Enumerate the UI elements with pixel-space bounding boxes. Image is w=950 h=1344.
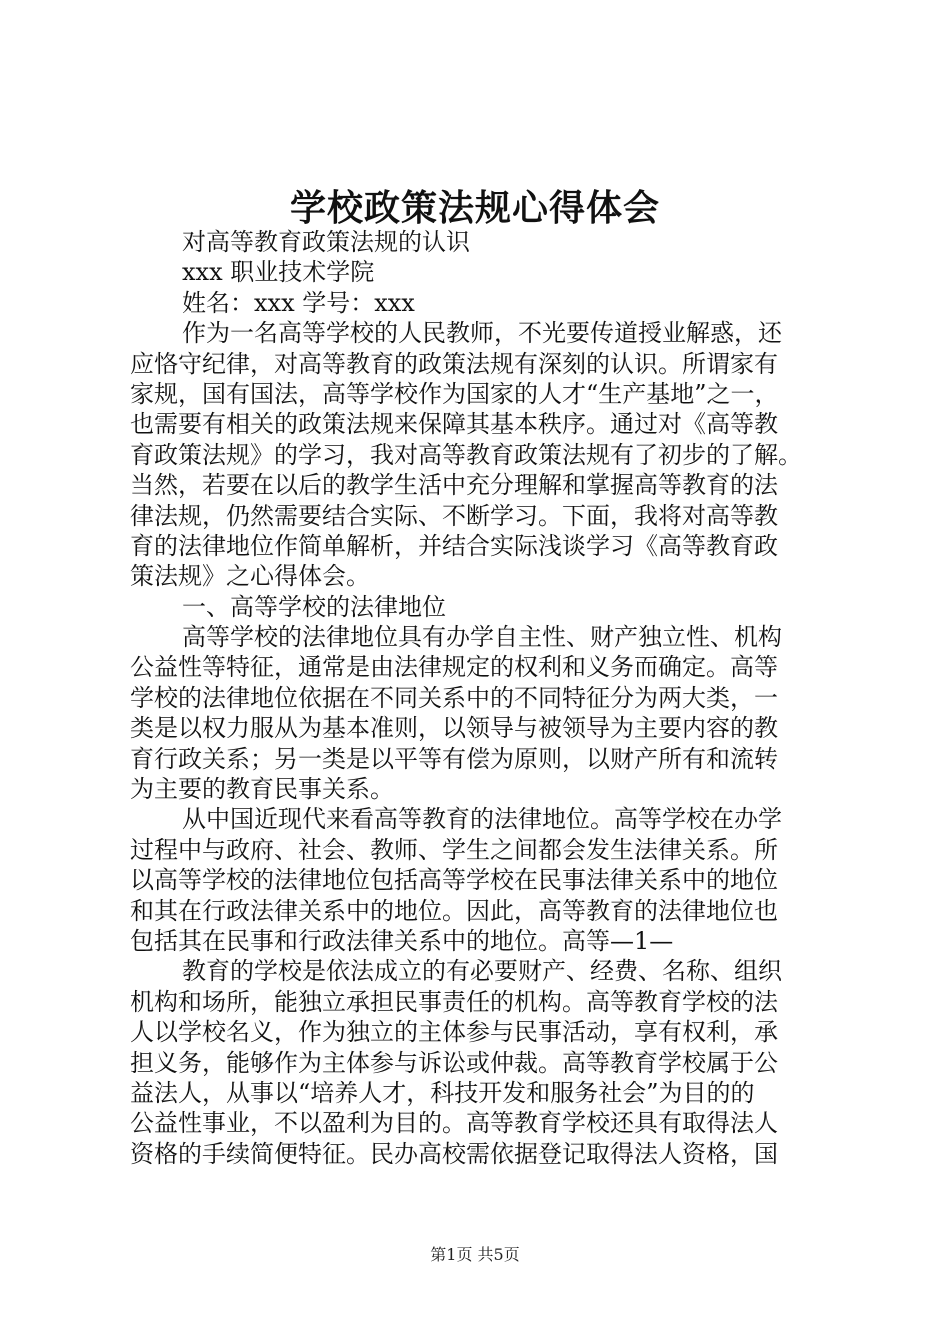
text-line: 对高等教育政策法规的认识 xyxy=(182,228,470,256)
text-line: 姓名：xxx 学号：xxx xyxy=(182,288,415,317)
text-line: 律法规，仍然需要结合实际、不断学习。下面，我将对高等教 xyxy=(130,501,778,530)
text-line: 育的法律地位作简单解析，并结合实际浅谈学习《高等教育政 xyxy=(130,531,778,560)
text-line: 育政策法规》的学习，我对高等教育政策法规有了初步的了解。 xyxy=(130,440,802,469)
text-line: 当然，若要在以后的教学生活中充分理解和掌握高等教育的法 xyxy=(130,471,778,500)
text-line: 公益性等特征，通常是由法律规定的权利和义务而确定。高等 xyxy=(130,653,778,682)
text-line: 为主要的教育民事关系。 xyxy=(130,775,394,804)
text-line: 育行政关系；另一类是以平等有偿为原则，以财产所有和流转 xyxy=(130,744,778,773)
text-line: 高等学校的法律地位具有办学自主性、财产独立性、机构 xyxy=(182,623,782,652)
text-line: 以高等学校的法律地位包括高等学校在民事法律关系中的地位 xyxy=(130,866,778,895)
text-line: 策法规》之心得体会。 xyxy=(130,562,370,591)
text-line: 公益性事业，不以盈利为目的。高等教育学校还具有取得法人 xyxy=(130,1109,778,1138)
page-footer: 第1页 共5页 xyxy=(430,1245,520,1264)
text-line: 机构和场所，能独立承担民事责任的机构。高等教育学校的法 xyxy=(130,987,778,1016)
text-line: 学校的法律地位依据在不同关系中的不同特征分为两大类，一 xyxy=(130,683,778,712)
text-line: 人以学校名义，作为独立的主体参与民事活动，享有权利，承 xyxy=(130,1018,778,1047)
text-line: 家规，国有国法，高等学校作为国家的人才“生产基地”之一， xyxy=(130,379,779,408)
text-line: 作为一名高等学校的人民教师，不光要传道授业解惑，还 xyxy=(182,319,782,348)
text-line: 和其在行政法律关系中的地位。因此，高等教育的法律地位也 xyxy=(130,896,778,925)
text-line: 类是以权力服从为基本准则，以领导与被领导为主要内容的教 xyxy=(130,714,778,743)
text-line: 一、高等学校的法律地位 xyxy=(182,592,446,621)
text-line: 从中国近现代来看高等教育的法律地位。高等学校在办学 xyxy=(182,805,782,834)
text-line: 也需要有相关的政策法规来保障其基本秩序。通过对《高等教 xyxy=(130,410,778,439)
text-line: xxx 职业技术学院 xyxy=(182,258,375,287)
text-line: 益法人，从事以“培养人才，科技开发和服务社会”为目的的 xyxy=(130,1078,755,1107)
text-line: 担义务，能够作为主体参与诉讼或仲裁。高等教育学校属于公 xyxy=(130,1048,778,1077)
document-title: 学校政策法规心得体会 xyxy=(289,187,660,229)
text-line: 过程中与政府、社会、教师、学生之间都会发生法律关系。所 xyxy=(130,835,778,864)
text-line: 教育的学校是依法成立的有必要财产、经费、名称、组织 xyxy=(182,957,782,986)
text-line: 资格的手续简便特征。民办高校需依据登记取得法人资格，国 xyxy=(130,1139,778,1168)
text-line: 包括其在民事和行政法律关系中的地位。高等—1— xyxy=(130,926,674,955)
document-body xyxy=(130,227,830,1169)
text-line: 应恪守纪律，对高等教育的政策法规有深刻的认识。所谓家有 xyxy=(130,349,778,378)
